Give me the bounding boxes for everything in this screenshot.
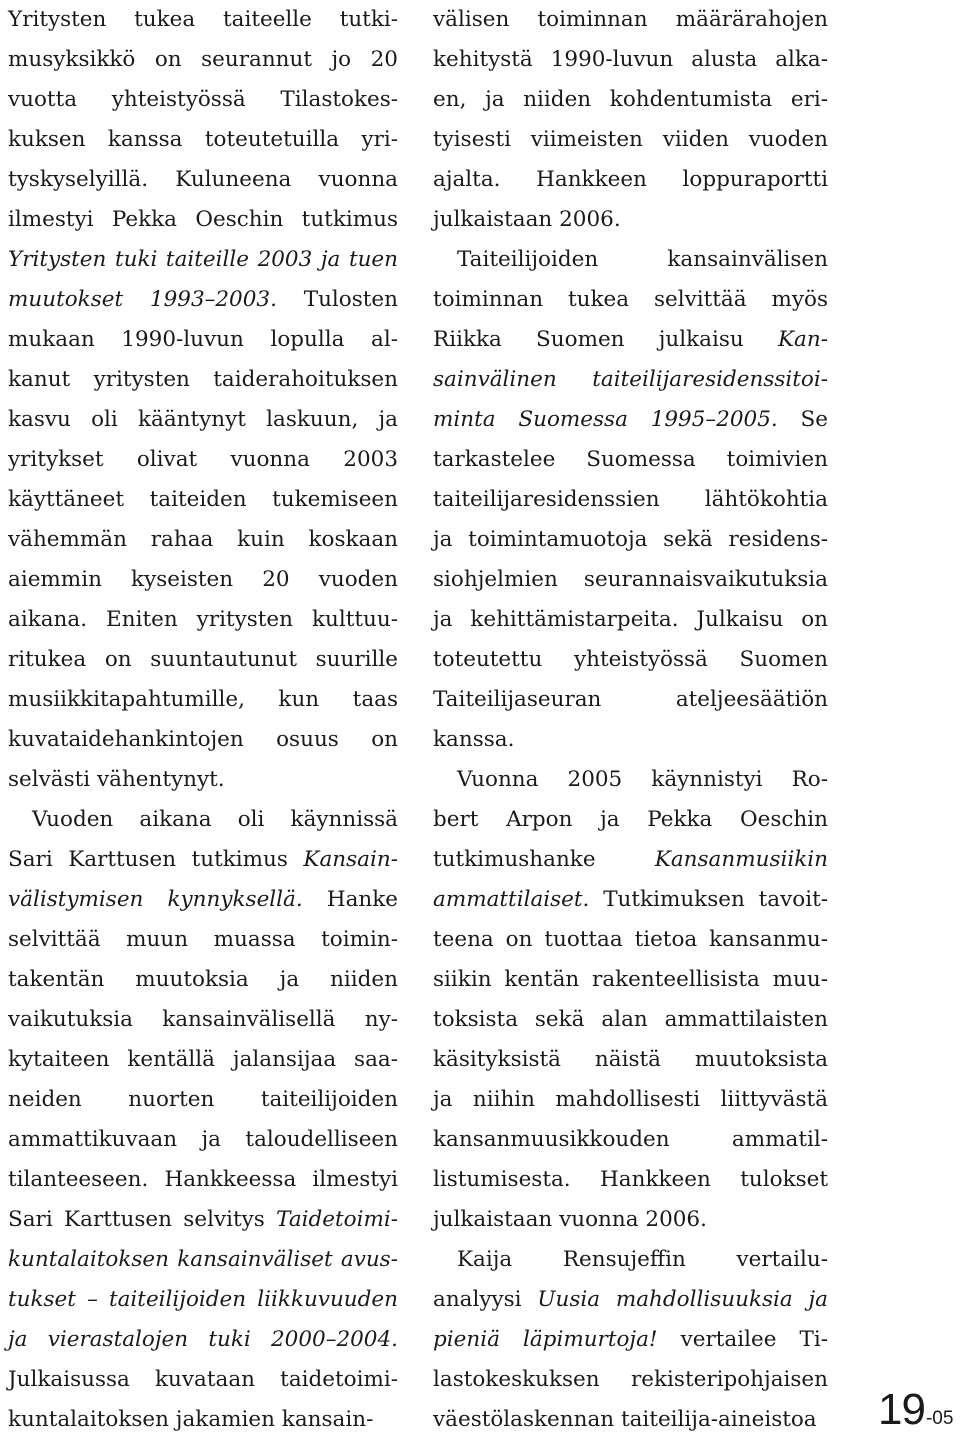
body-text: listumisesta. Hankkeen tulokset — [433, 1167, 828, 1192]
body-text: kasvu oli kääntynyt laskuun, ja — [8, 407, 398, 432]
body-text: Hanke — [302, 887, 398, 912]
body-text: Riikka Suomen julkaisu — [433, 327, 778, 352]
body-text: julkaistaan vuonna 2006. — [433, 1207, 707, 1232]
body-text: Yritysten tukea taiteelle tutki- — [8, 7, 398, 32]
text-line — [8, 1040, 398, 1080]
italic-title-text: sainvälinen taiteilijaresidenssitoi- — [433, 367, 828, 392]
body-text: vertailee Ti- — [657, 1327, 828, 1352]
body-text: ajalta. Hankkeen loppuraportti — [433, 167, 828, 192]
text-line — [433, 520, 828, 560]
text-line — [433, 640, 828, 680]
text-line — [433, 1280, 828, 1320]
text-line — [433, 440, 828, 480]
body-text: kanut yritysten taiderahoituksen — [8, 367, 398, 392]
text-line — [433, 1200, 828, 1240]
text-line — [433, 40, 828, 80]
body-text: toiminnan tukea selvittää myös — [433, 287, 828, 312]
text-line — [433, 360, 828, 400]
body-text: Julkaisussa kuvataan taidetoimi- — [8, 1367, 398, 1392]
text-line — [8, 1360, 398, 1400]
text-line — [433, 800, 828, 840]
body-text: Sari Karttusen tutkimus — [8, 847, 304, 872]
body-text: kuntalaitoksen jakamien kansain- — [8, 1407, 374, 1432]
body-text: lastokeskuksen rekisteripohjaisen — [433, 1367, 828, 1392]
body-text: Vuonna 2005 käynnistyi Ro- — [457, 767, 828, 792]
body-text: kanssa. — [433, 727, 515, 752]
body-text: välisen toiminnan määrärahojen — [433, 7, 828, 32]
body-text: Sari Karttusen selvitys — [8, 1207, 277, 1232]
body-text: Tutkimuksen tavoit- — [589, 887, 828, 912]
body-text: en, ja niiden kohdentumista eri- — [433, 87, 828, 112]
text-line — [433, 960, 828, 1000]
body-text: ritukea on suuntautunut suurille — [8, 647, 398, 672]
text-line — [8, 520, 398, 560]
italic-title-text: Kan- — [778, 327, 828, 352]
body-text: aikana. Eniten yritysten kulttuu- — [8, 607, 398, 632]
text-line — [433, 1160, 828, 1200]
italic-title-text: Kansanmusiikin — [654, 847, 828, 872]
text-line — [8, 1000, 398, 1040]
italic-title-text: pieniä läpimurtoja! — [433, 1327, 658, 1352]
body-text: tarkastelee Suomessa toimivien — [433, 447, 828, 472]
text-line — [433, 880, 828, 920]
text-line — [8, 760, 398, 800]
body-text: tyisesti viimeisten viiden vuoden — [433, 127, 828, 152]
body-text: ja kehittämistarpeita. Julkaisu on — [433, 607, 828, 632]
body-text: kytaiteen kentällä jalansijaa saa- — [8, 1047, 398, 1072]
text-line — [433, 760, 828, 800]
text-line — [8, 640, 398, 680]
body-text: ja toimintamuotoja sekä residens- — [433, 527, 828, 552]
text-line — [8, 1240, 398, 1280]
text-line — [8, 240, 398, 280]
text-line — [8, 1120, 398, 1160]
italic-title-text: kuntalaitoksen kansainväliset avus- — [8, 1247, 398, 1272]
text-line — [8, 0, 398, 40]
italic-title-text: Uusia mahdollisuuksia ja — [537, 1287, 828, 1312]
body-text: kehitystä 1990-luvun alusta alka- — [433, 47, 828, 72]
text-line — [433, 400, 828, 440]
page-number-value: 19 — [878, 1385, 925, 1434]
body-text: toksista sekä alan ammattilaisten — [433, 1007, 828, 1032]
text-line — [433, 240, 828, 280]
body-text: ammattikuvaan ja taloudelliseen — [8, 1127, 398, 1152]
body-text: teena on tuottaa tietoa kansanmu- — [433, 927, 828, 952]
page-number — [878, 1385, 953, 1435]
body-text: tutkimushanke — [433, 847, 655, 872]
text-line — [8, 440, 398, 480]
italic-title-text: Yritysten tuki taiteille 2003 ja tuen — [8, 247, 398, 272]
text-line — [8, 120, 398, 160]
text-line — [433, 1400, 828, 1440]
text-line — [8, 560, 398, 600]
body-text: Se — [777, 407, 828, 432]
body-text: analyysi — [433, 1287, 538, 1312]
right-text-column — [433, 0, 828, 1440]
text-line — [8, 720, 398, 760]
body-text: Vuoden aikana oli käynnissä — [32, 807, 398, 832]
text-line — [433, 920, 828, 960]
text-line — [433, 0, 828, 40]
body-text: mukaan 1990-luvun lopulla al- — [8, 327, 398, 352]
text-line — [8, 1080, 398, 1120]
text-line — [433, 1080, 828, 1120]
text-line — [8, 160, 398, 200]
body-text: Taiteilijoiden kansainvälisen — [457, 247, 828, 272]
text-line — [8, 280, 398, 320]
text-line — [8, 680, 398, 720]
text-line — [8, 600, 398, 640]
body-text: julkaistaan 2006. — [433, 207, 621, 232]
body-text: kansanmuusikkouden ammatil- — [433, 1127, 828, 1152]
text-line — [8, 840, 398, 880]
text-line — [8, 40, 398, 80]
body-text: ilmestyi Pekka Oeschin tutkimus — [8, 207, 398, 232]
text-line — [433, 1120, 828, 1160]
text-line — [433, 1240, 828, 1280]
text-line — [433, 560, 828, 600]
italic-title-text: ja vierastalojen tuki 2000–2004. — [8, 1327, 398, 1352]
body-text: selvästi vähentynyt. — [8, 767, 225, 792]
body-text: siohjelmien seurannaisvaikutuksia — [433, 567, 828, 592]
body-text: vuotta yhteistyössä Tilastokes- — [8, 87, 398, 112]
text-line — [433, 1320, 828, 1360]
text-line — [433, 320, 828, 360]
body-text: Taiteilijaseuran ateljeesäätiön — [433, 687, 828, 712]
body-text: tyskyselyillä. Kuluneena vuonna — [8, 167, 398, 192]
text-line — [433, 1360, 828, 1400]
text-line — [8, 1160, 398, 1200]
body-text: bert Arpon ja Pekka Oeschin — [433, 807, 828, 832]
page-number-suffix: -05 — [925, 1408, 954, 1429]
text-line — [433, 120, 828, 160]
body-text: musiikkitapahtumille, kun taas — [8, 687, 398, 712]
text-line — [8, 1400, 398, 1440]
body-text: väestölaskennan taiteilija-aineistoa — [433, 1407, 817, 1432]
text-line — [433, 80, 828, 120]
text-line — [8, 960, 398, 1000]
body-text: siikin kentän rakenteellisista muu- — [433, 967, 828, 992]
body-text: takentän muutoksia ja niiden — [8, 967, 398, 992]
text-line — [433, 160, 828, 200]
body-text: vaikutuksia kansainvälisellä ny- — [8, 1007, 398, 1032]
text-line — [8, 1320, 398, 1360]
text-line — [433, 1000, 828, 1040]
text-line — [8, 480, 398, 520]
text-line — [8, 80, 398, 120]
body-text: käyttäneet taiteiden tukemiseen — [8, 487, 398, 512]
italic-title-text: Taidetoimi- — [276, 1207, 398, 1232]
body-text: selvittää muun muassa toimin- — [8, 927, 398, 952]
text-line — [433, 840, 828, 880]
body-text: kuvataidehankintojen osuus on — [8, 727, 398, 752]
text-line — [433, 480, 828, 520]
text-line — [8, 200, 398, 240]
text-line — [8, 320, 398, 360]
italic-title-text: muutokset 1993–2003. — [8, 287, 277, 312]
text-line — [8, 360, 398, 400]
text-line — [8, 1280, 398, 1320]
text-line — [8, 880, 398, 920]
text-line — [8, 1200, 398, 1240]
body-text: Kaija Rensujeffin vertailu- — [457, 1247, 828, 1272]
text-line — [8, 920, 398, 960]
italic-title-text: Kansain- — [303, 847, 398, 872]
body-text: kuksen kanssa toteutetuilla yri- — [8, 127, 398, 152]
body-text: Tulosten — [276, 287, 398, 312]
italic-title-text: ammattilaiset. — [433, 887, 590, 912]
text-line — [433, 720, 828, 760]
text-line — [433, 1040, 828, 1080]
body-text: käsityksistä näistä muutoksista — [433, 1047, 828, 1072]
body-text: vähemmän rahaa kuin koskaan — [8, 527, 398, 552]
body-text: aiemmin kyseisten 20 vuoden — [8, 567, 398, 592]
body-text: musyksikkö on seurannut jo 20 — [8, 47, 398, 72]
italic-title-text: välistymisen kynnyksellä. — [8, 887, 303, 912]
text-line — [433, 600, 828, 640]
body-text: ja niihin mahdollisesti liittyvästä — [433, 1087, 828, 1112]
body-text: neiden nuorten taiteilijoiden — [8, 1087, 398, 1112]
left-text-column — [8, 0, 398, 1440]
body-text: yritykset olivat vuonna 2003 — [8, 447, 398, 472]
italic-title-text: minta Suomessa 1995–2005. — [433, 407, 778, 432]
text-line — [8, 400, 398, 440]
text-line — [8, 800, 398, 840]
body-text: tilanteeseen. Hankkeessa ilmestyi — [8, 1167, 398, 1192]
text-line — [433, 280, 828, 320]
italic-title-text: tukset – taiteilijoiden liikkuvuuden — [8, 1287, 398, 1312]
body-text: taiteilijaresidenssien lähtökohtia — [433, 487, 828, 512]
text-line — [433, 200, 828, 240]
body-text: toteutettu yhteistyössä Suomen — [433, 647, 828, 672]
text-line — [433, 680, 828, 720]
